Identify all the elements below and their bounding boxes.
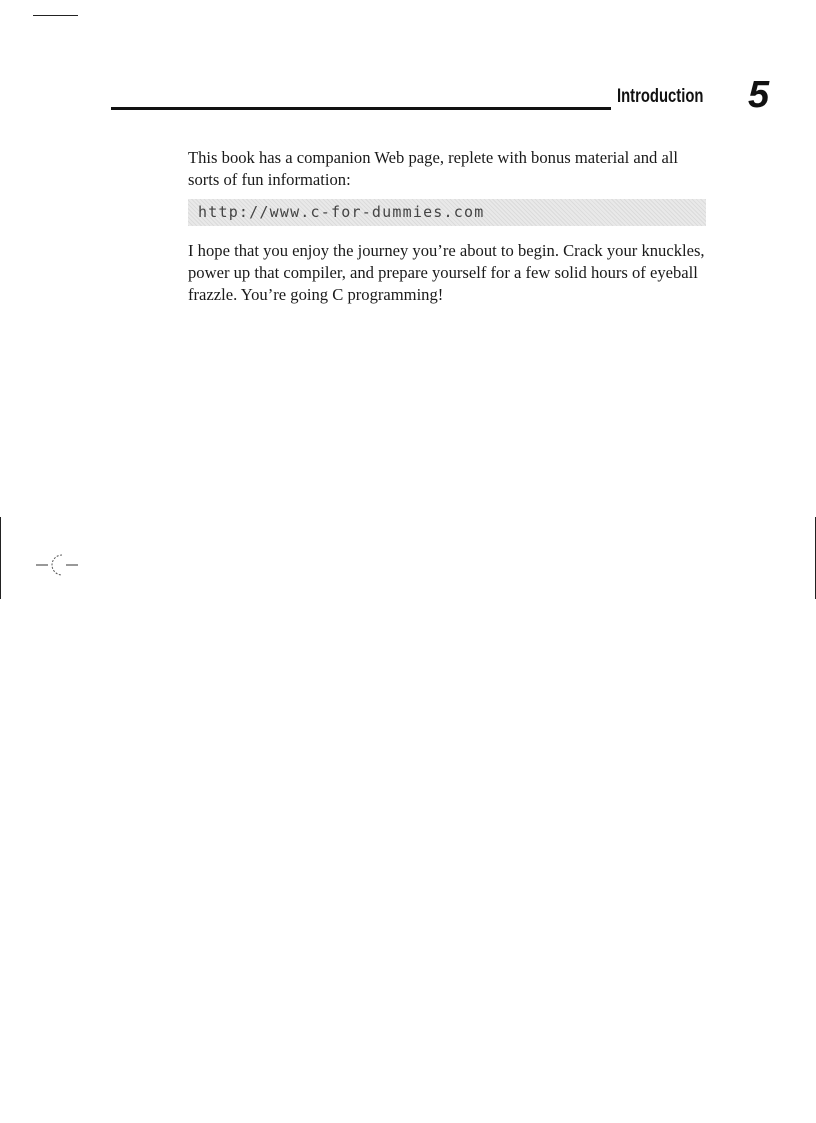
paragraph-line: sorts of fun information: — [188, 170, 351, 189]
paragraph-line: power up that compiler, and prepare yourself for a few solid hours of eyeball — [188, 263, 698, 282]
url-code-block — [188, 199, 706, 226]
closing-paragraph — [188, 240, 713, 306]
running-head-rule — [111, 107, 611, 110]
paragraph-line: I hope that you enjoy the journey you’re about to begin. Crack your knuckles, — [188, 241, 705, 260]
page-number: 5 — [748, 74, 770, 116]
paragraph-line: This book has a companion Web page, replete with bonus material and all — [188, 148, 679, 167]
intro-paragraph — [188, 147, 713, 191]
paragraph-line: frazzle. You’re going C programming! — [188, 285, 444, 304]
registration-mark-icon — [36, 550, 80, 580]
crop-mark-top — [33, 15, 78, 16]
margin-mark-left — [0, 517, 1, 599]
companion-url: http://www.c-for-dummies.com — [198, 203, 485, 221]
running-head-title: Introduction — [617, 86, 704, 107]
